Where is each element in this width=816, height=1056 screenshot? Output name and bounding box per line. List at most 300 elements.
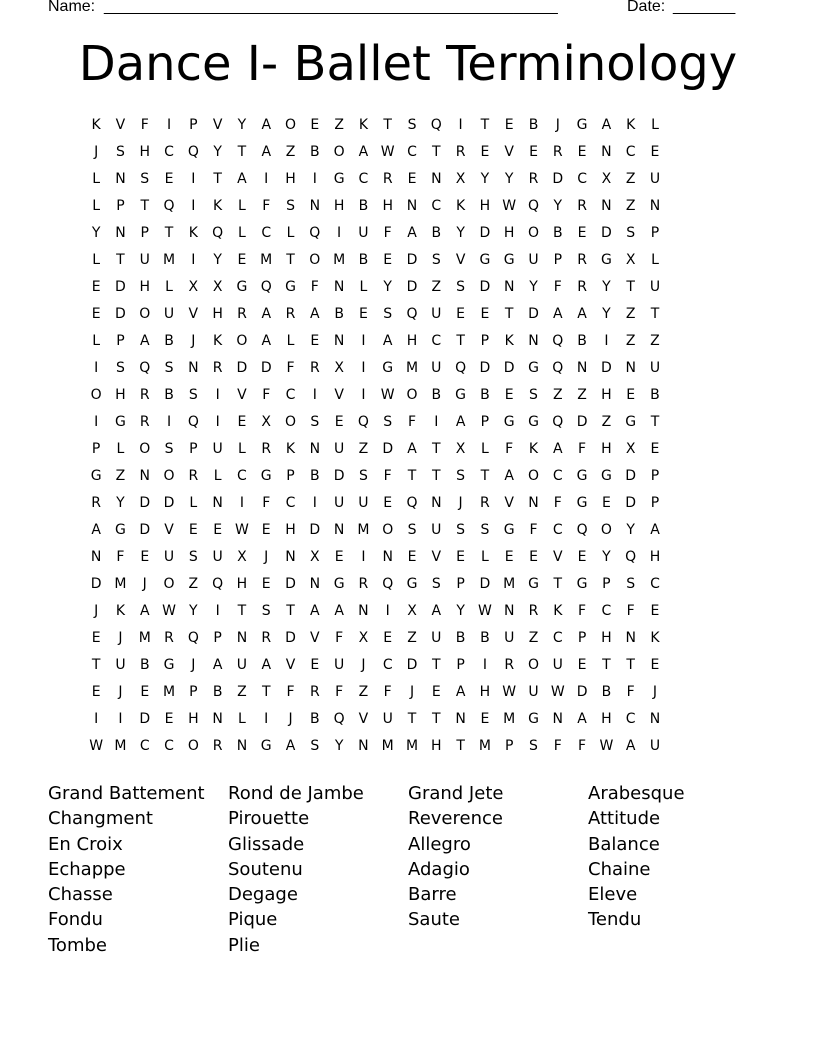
grid-letter: Z	[115, 468, 126, 484]
grid-letter: J	[288, 711, 293, 727]
word-bank-item: Chasse	[48, 884, 113, 906]
grid-row	[84, 706, 740, 733]
grid-letter: N	[406, 198, 418, 214]
grid-letter: X	[455, 441, 466, 457]
word-bank-item: Changment	[48, 808, 153, 830]
grid-letter: G	[382, 360, 394, 376]
grid-letter: E	[431, 684, 441, 700]
grid-letter: Z	[407, 630, 417, 646]
grid-letter: R	[164, 630, 174, 646]
grid-letter: R	[139, 387, 150, 403]
grid-letter: T	[432, 657, 441, 673]
grid-letter: A	[455, 414, 466, 430]
grid-letter: C	[382, 657, 393, 673]
grid-letter: B	[431, 387, 442, 403]
grid-letter: Q	[576, 522, 588, 538]
name-label: Name:	[48, 0, 96, 15]
grid-letter: G	[115, 522, 126, 538]
word-bank-item: Attitude	[588, 808, 661, 830]
grid-letter: S	[188, 549, 198, 565]
grid-letter: T	[140, 198, 150, 214]
grid-row	[84, 463, 740, 490]
word-bank-item: Saute	[408, 909, 460, 931]
grid-letter: K	[213, 333, 223, 349]
grid-letter: V	[115, 117, 126, 133]
grid-letter: X	[625, 441, 636, 457]
grid-letter: Y	[602, 306, 611, 322]
grid-letter: S	[188, 387, 198, 403]
grid-letter: S	[358, 468, 368, 484]
grid-letter: N	[212, 711, 223, 727]
grid-letter: I	[191, 171, 196, 187]
grid-letter: H	[479, 198, 491, 214]
grid-letter: D	[503, 360, 515, 376]
grid-letter: W	[235, 522, 249, 538]
grid-letter: R	[504, 657, 515, 673]
grid-letter: X	[310, 549, 320, 565]
grid-letter: Z	[285, 144, 296, 160]
grid-letter: F	[383, 225, 392, 241]
grid-letter: E	[164, 171, 174, 187]
grid-letter: J	[264, 549, 269, 565]
grid-letter: F	[529, 522, 538, 538]
grid-letter: B	[455, 630, 466, 646]
grid-letter: H	[285, 522, 296, 538]
grid-letter: E	[480, 144, 490, 160]
grid-letter: F	[310, 279, 319, 295]
grid-letter: Q	[382, 576, 394, 592]
grid-letter: P	[213, 630, 222, 646]
grid-letter: U	[504, 630, 515, 646]
grid-letter: B	[164, 333, 174, 349]
grid-letter: M	[260, 252, 273, 268]
grid-letter: S	[456, 522, 466, 538]
grid-letter: Q	[455, 360, 467, 376]
grid-letter: G	[115, 414, 126, 430]
word-bank-item: Chaine	[588, 858, 651, 880]
grid-letter: R	[309, 684, 320, 700]
grid-letter: Z	[358, 441, 369, 457]
grid-row	[84, 598, 740, 625]
grid-letter: S	[286, 198, 295, 214]
grid-letter: K	[553, 603, 563, 619]
grid-letter: L	[238, 225, 246, 241]
grid-letter: T	[286, 252, 295, 268]
grid-letter: E	[358, 306, 368, 322]
grid-letter: R	[382, 171, 393, 187]
grid-letter: O	[187, 738, 199, 754]
grid-letter: U	[431, 360, 442, 376]
grid-letter: X	[237, 549, 247, 565]
grid-letter: H	[601, 630, 612, 646]
grid-letter: T	[650, 414, 660, 430]
grid-letter: I	[434, 414, 439, 430]
grid-letter: S	[407, 522, 417, 538]
grid-letter: T	[456, 738, 465, 754]
name-field[interactable]: ___________________________________________________	[104, 0, 558, 15]
word-bank-item: Allegro	[408, 833, 471, 855]
grid-letter: G	[576, 117, 588, 133]
grid-letter: D	[115, 306, 126, 322]
word-bank-item: Arabesque	[588, 783, 685, 804]
grid-letter: I	[191, 198, 196, 214]
grid-letter: T	[432, 144, 441, 160]
word-bank-item: Fondu	[48, 909, 103, 931]
grid-letter: S	[116, 360, 125, 376]
grid-letter: J	[652, 684, 658, 700]
grid-letter: O	[600, 522, 612, 538]
grid-letter: E	[480, 711, 490, 727]
grid-letter: T	[116, 252, 125, 268]
grid-row	[84, 652, 740, 679]
grid-letter: B	[212, 684, 223, 700]
grid-letter: E	[577, 225, 587, 241]
grid-letter: P	[456, 576, 465, 592]
grid-letter: V	[431, 549, 442, 565]
grid-letter: Y	[602, 279, 611, 295]
grid-letter: E	[237, 414, 247, 430]
grid-letter: E	[334, 414, 344, 430]
grid-letter: I	[94, 711, 99, 727]
grid-letter: J	[94, 144, 99, 160]
grid-letter: L	[480, 441, 489, 457]
grid-letter: I	[239, 495, 244, 511]
grid-letter: A	[139, 333, 150, 349]
grid-letter: N	[431, 171, 442, 187]
grid-letter: E	[456, 549, 466, 565]
grid-letter: O	[309, 252, 321, 268]
grid-letter: G	[333, 576, 345, 592]
grid-letter: I	[264, 711, 269, 727]
grid-letter: D	[260, 360, 272, 376]
grid-letter: C	[407, 144, 417, 160]
grid-letter: B	[480, 630, 490, 646]
grid-letter: K	[91, 117, 101, 133]
grid-letter: U	[212, 549, 223, 565]
grid-letter: N	[139, 468, 150, 484]
grid-letter: E	[91, 630, 101, 646]
grid-letter: S	[407, 117, 417, 133]
grid-letter: M	[114, 576, 127, 592]
grid-letter: E	[310, 333, 320, 349]
grid-letter: B	[310, 468, 320, 484]
grid-letter: Y	[383, 279, 392, 295]
grid-letter: Q	[309, 225, 321, 241]
grid-letter: G	[600, 468, 612, 484]
grid-letter: X	[261, 414, 272, 430]
grid-letter: Y	[91, 225, 101, 241]
grid-letter: T	[407, 711, 417, 727]
grid-letter: V	[553, 549, 563, 565]
grid-letter: N	[601, 144, 612, 160]
grid-letter: I	[118, 711, 123, 727]
grid-letter: E	[334, 549, 344, 565]
grid-letter: E	[650, 657, 660, 673]
grid-letter: D	[479, 576, 491, 592]
grid-letter: Z	[188, 576, 199, 592]
grid-letter: I	[604, 333, 609, 349]
grid-letter: D	[479, 360, 491, 376]
grid-letter: Y	[456, 225, 465, 241]
grid-letter: T	[383, 117, 392, 133]
grid-letter: H	[188, 711, 199, 727]
grid-letter: P	[189, 117, 198, 133]
grid-letter: J	[409, 684, 415, 700]
grid-letter: C	[552, 630, 563, 646]
grid-letter: R	[261, 630, 272, 646]
grid-letter: E	[91, 279, 101, 295]
grid-letter: D	[236, 360, 248, 376]
grid-letter: T	[480, 117, 490, 133]
grid-letter: D	[139, 711, 151, 727]
grid-letter: N	[503, 279, 515, 295]
grid-letter: S	[529, 738, 538, 754]
grid-letter: C	[601, 603, 612, 619]
grid-letter: C	[261, 225, 272, 241]
grid-letter: Y	[237, 117, 247, 133]
grid-letter: O	[285, 117, 297, 133]
grid-letter: P	[456, 657, 465, 673]
grid-letter: G	[576, 495, 588, 511]
grid-letter: A	[261, 144, 272, 160]
word-bank-item: Grand Jete	[408, 783, 504, 804]
grid-letter: X	[212, 279, 223, 295]
grid-letter: B	[334, 306, 344, 322]
grid-letter: Y	[504, 171, 514, 187]
grid-letter: K	[285, 441, 296, 457]
grid-letter: N	[358, 603, 369, 619]
grid-letter: G	[90, 468, 102, 484]
grid-letter: Q	[163, 198, 175, 214]
grid-letter: D	[479, 279, 491, 295]
grid-letter: O	[527, 468, 539, 484]
grid-row	[84, 571, 740, 598]
grid-letter: N	[382, 549, 393, 565]
grid-letter: U	[649, 171, 661, 187]
grid-letter: W	[599, 738, 614, 754]
grid-letter: Z	[334, 117, 344, 133]
grid-letter: V	[237, 387, 247, 403]
grid-letter: Q	[357, 414, 369, 430]
grid-letter: N	[309, 198, 321, 214]
grid-letter: T	[650, 306, 660, 322]
grid-letter: Y	[553, 198, 563, 214]
word-bank-item: Eleve	[588, 884, 638, 906]
grid-letter: F	[578, 603, 587, 619]
grid-letter: M	[405, 738, 419, 754]
grid-letter: G	[576, 576, 588, 592]
grid-letter: W	[502, 198, 517, 214]
grid-row	[84, 733, 740, 760]
grid-letter: I	[166, 117, 172, 133]
grid-letter: A	[310, 603, 320, 619]
date-field[interactable]: _______	[673, 0, 736, 15]
grid-letter: G	[625, 414, 637, 430]
grid-letter: W	[550, 684, 565, 700]
grid-letter: L	[116, 441, 125, 457]
word-bank-item: Barre	[408, 884, 457, 906]
grid-letter: R	[261, 441, 272, 457]
grid-letter: V	[455, 252, 466, 268]
grid-letter: H	[139, 279, 150, 295]
grid-letter: R	[455, 144, 466, 160]
grid-letter: T	[237, 144, 247, 160]
grid-letter: G	[503, 522, 515, 538]
grid-letter: V	[504, 144, 514, 160]
grid-letter: T	[432, 441, 441, 457]
grid-letter: G	[260, 468, 272, 484]
grid-letter: S	[431, 252, 441, 268]
grid-letter: O	[163, 576, 175, 592]
grid-letter: A	[310, 306, 320, 322]
grid-letter: E	[601, 495, 611, 511]
grid-letter: E	[261, 522, 271, 538]
grid-letter: F	[578, 441, 587, 457]
grid-letter: F	[262, 387, 271, 403]
grid-letter: N	[333, 522, 345, 538]
grid-letter: R	[577, 279, 587, 295]
grid-letter: A	[625, 738, 636, 754]
grid-letter: O	[139, 441, 151, 457]
grid-letter: N	[455, 711, 466, 727]
grid-letter: H	[601, 711, 612, 727]
grid-letter: I	[361, 387, 366, 403]
grid-letter: Y	[480, 171, 490, 187]
grid-letter: R	[480, 495, 490, 511]
grid-row	[84, 112, 740, 139]
grid-letter: C	[650, 576, 660, 592]
grid-row	[84, 490, 740, 517]
grid-letter: P	[577, 630, 587, 646]
grid-letter: B	[310, 711, 320, 727]
grid-letter: A	[285, 738, 296, 754]
grid-letter: E	[626, 387, 636, 403]
grid-letter: T	[480, 468, 490, 484]
grid-letter: I	[312, 171, 317, 187]
grid-letter: H	[601, 387, 612, 403]
grid-letter: E	[310, 657, 320, 673]
grid-row	[84, 409, 740, 436]
grid-letter: A	[407, 441, 417, 457]
grid-letter: P	[286, 468, 295, 484]
word-bank-item: Pirouette	[228, 808, 310, 830]
grid-letter: S	[261, 603, 271, 619]
grid-letter: F	[626, 603, 635, 619]
grid-letter: H	[285, 171, 296, 187]
grid-letter: R	[188, 468, 199, 484]
grid-row	[84, 139, 740, 166]
grid-letter: E	[650, 144, 660, 160]
grid-letter: E	[504, 549, 514, 565]
grid-letter: A	[382, 333, 393, 349]
grid-letter: S	[626, 225, 636, 241]
grid-letter: F	[383, 468, 392, 484]
grid-letter: E	[213, 522, 223, 538]
grid-letter: I	[215, 387, 220, 403]
grid-letter: M	[381, 738, 394, 754]
grid-letter: F	[140, 117, 149, 133]
grid-letter: O	[236, 333, 248, 349]
grid-letter: Q	[527, 198, 539, 214]
grid-letter: E	[164, 711, 174, 727]
grid-letter: U	[139, 252, 150, 268]
grid-letter: Y	[116, 495, 125, 511]
grid-letter: P	[140, 225, 149, 241]
grid-letter: H	[115, 387, 126, 403]
grid-letter: R	[577, 252, 587, 268]
grid-letter: N	[528, 333, 539, 349]
grid-letter: X	[625, 252, 636, 268]
grid-letter: I	[94, 414, 99, 430]
grid-row	[84, 679, 740, 706]
grid-letter: R	[358, 576, 369, 592]
grid-letter: L	[286, 225, 295, 241]
grid-letter: N	[115, 225, 126, 241]
grid-letter: B	[480, 387, 490, 403]
grid-letter: I	[312, 387, 317, 403]
grid-letter: V	[188, 306, 199, 322]
grid-letter: P	[480, 414, 490, 430]
grid-letter: O	[90, 387, 102, 403]
grid-letter: L	[480, 549, 489, 565]
grid-letter: P	[650, 468, 660, 484]
grid-letter: F	[286, 684, 295, 700]
grid-letter: Q	[552, 360, 564, 376]
grid-letter: P	[504, 738, 514, 754]
grid-letter: D	[600, 225, 612, 241]
grid-letter: U	[382, 711, 393, 727]
grid-letter: N	[601, 198, 612, 214]
grid-letter: S	[626, 576, 636, 592]
grid-letter: D	[382, 441, 394, 457]
grid-letter: K	[650, 630, 660, 646]
grid-letter: S	[480, 522, 490, 538]
grid-letter: E	[310, 117, 320, 133]
grid-letter: F	[553, 279, 562, 295]
grid-letter: F	[626, 684, 635, 700]
grid-letter: M	[114, 738, 127, 754]
grid-letter: O	[527, 225, 539, 241]
grid-letter: G	[600, 252, 612, 268]
grid-letter: S	[164, 360, 174, 376]
grid-letter: F	[286, 360, 295, 376]
grid-letter: L	[651, 252, 659, 268]
grid-letter: O	[406, 387, 418, 403]
grid-letter: S	[310, 414, 320, 430]
grid-letter: T	[261, 684, 271, 700]
grid-letter: T	[432, 711, 441, 727]
grid-letter: H	[212, 306, 223, 322]
word-bank-item: Adagio	[408, 858, 470, 880]
grid-letter: J	[458, 495, 463, 511]
grid-letter: N	[309, 441, 321, 457]
grid-letter: E	[577, 144, 587, 160]
grid-letter: Y	[213, 252, 222, 268]
grid-letter: G	[528, 711, 539, 727]
grid-letter: L	[651, 117, 659, 133]
grid-letter: Y	[456, 603, 465, 619]
grid-letter: F	[505, 441, 514, 457]
word-column	[408, 781, 503, 933]
grid-letter: E	[456, 306, 466, 322]
grid-letter: A	[212, 657, 223, 673]
grid-letter: E	[577, 549, 587, 565]
grid-letter: Z	[431, 279, 442, 295]
grid-letter: L	[92, 333, 101, 349]
grid-letter: U	[163, 306, 175, 322]
grid-letter: A	[553, 441, 563, 457]
grid-letter: D	[115, 279, 126, 295]
